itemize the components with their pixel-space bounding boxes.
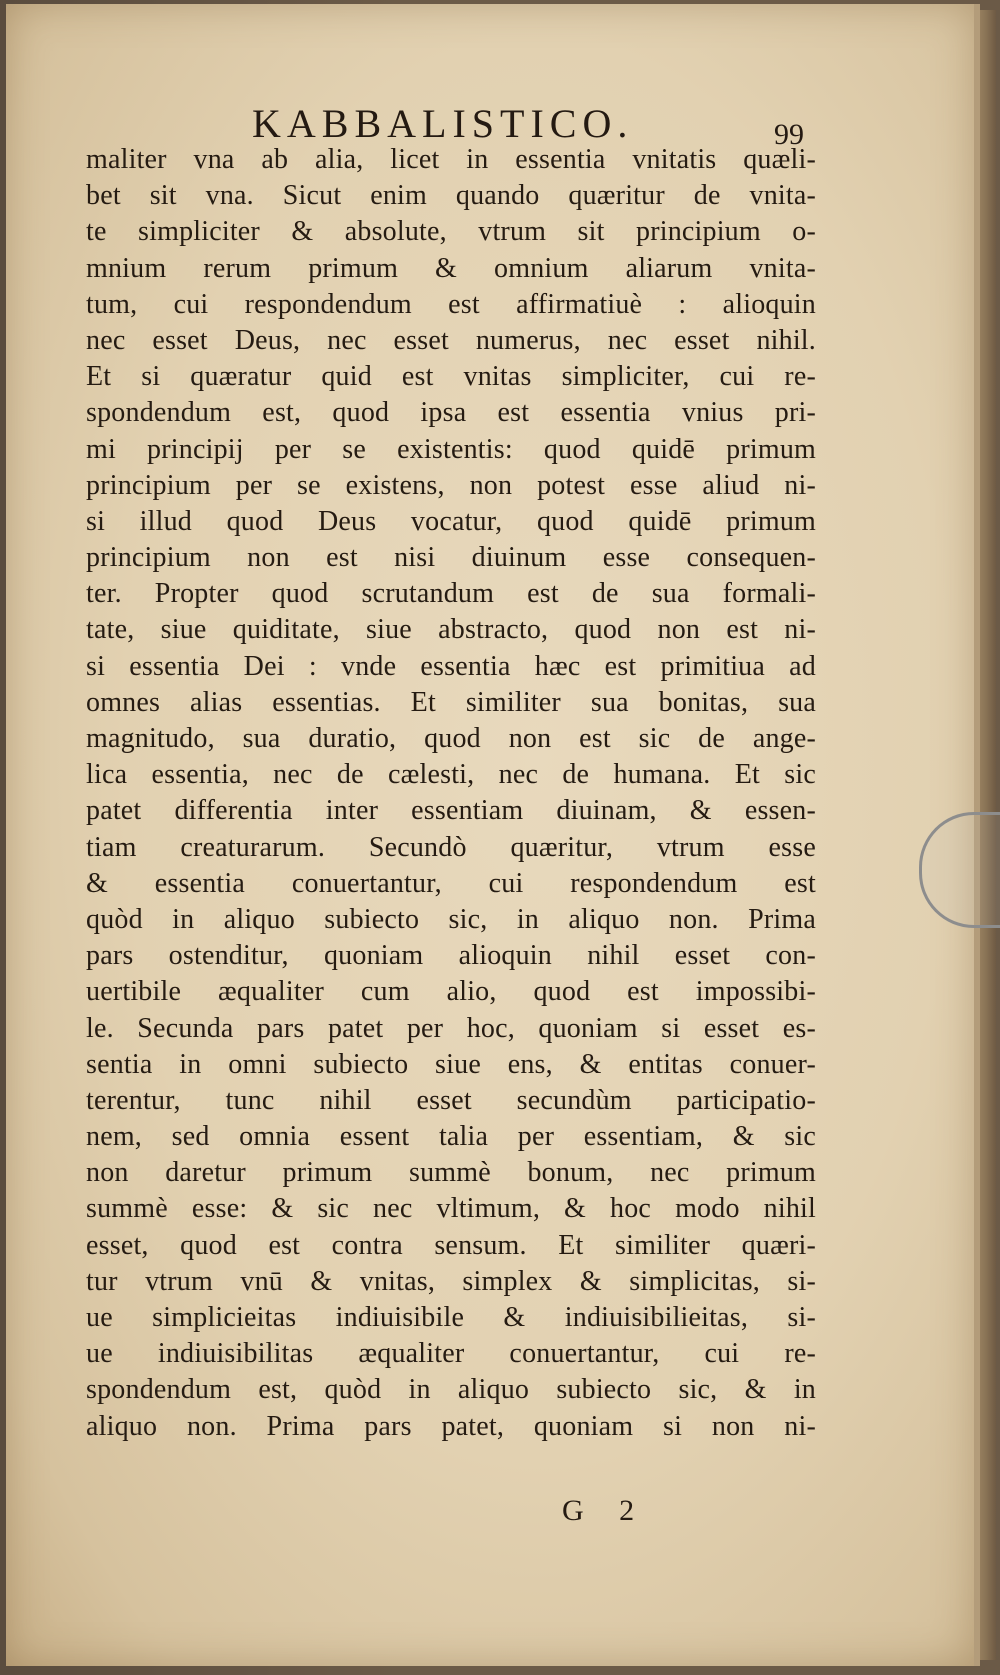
running-head: KABBALISTICO. [252, 101, 634, 146]
text-line: nec esset Deus, nec esset numerus, nec esset nihil. [86, 324, 816, 356]
text-line: tum, cui respondendum est affirmatiuè : alioquin [86, 288, 816, 320]
text-line: principium non est nisi diuinum esse consequen- [86, 542, 816, 574]
text-line: tate, siue quiditate, siue abstracto, quod non est ni- [86, 614, 816, 646]
book-page [6, 4, 980, 1666]
text-line: summè esse: & sic nec vltimum, & hoc modo nihil [86, 1193, 816, 1225]
text-line: tiam creaturarum. Secundò quæritur, vtrum esse [86, 831, 816, 863]
text-line: ue simplicieitas indiuisibile & indiuisibilieitas, si- [86, 1302, 816, 1333]
text-line: si essentia Dei : vnde essentia hæc est primitiua ad [86, 650, 816, 682]
text-line: maliter vna ab alia, licet in essentia vnitatis quæli- [86, 144, 816, 175]
text-line: aliquo non. Prima pars patet, quoniam si non ni- [86, 1410, 816, 1442]
page-number: 99 [774, 118, 804, 151]
text-line: quòd in aliquo subiecto sic, in aliquo non. Prima [86, 903, 816, 935]
text-line: & essentia conuertantur, cui respondendum est [86, 867, 816, 899]
text-line: lica essentia, nec de cælesti, nec de humana. Et sic [86, 759, 816, 791]
text-line: te simpliciter & absolute, vtrum sit principium o- [86, 216, 816, 248]
text-line: pars ostenditur, quoniam alioquin nihil esset con- [86, 940, 816, 972]
text-line: magnitudo, sua duratio, quod non est sic de ange- [86, 723, 816, 754]
text-line: esset, quod est contra sensum. Et similiter quæri- [86, 1229, 816, 1261]
text-line: le. Secunda pars patet per hoc, quoniam si esset es- [86, 1012, 816, 1044]
text-line: Et si quæratur quid est vnitas simpliciter, cui re- [86, 361, 816, 393]
text-line: uertibile æqualiter cum alio, quod est impossibi- [86, 976, 816, 1008]
text-line: mnium rerum primum & omnium aliarum vnita- [86, 252, 816, 284]
text-line: omnes alias essentias. Et similiter sua bonitas, sua [86, 686, 816, 718]
text-line: principium per se existens, non potest esse aliud ni- [86, 469, 816, 501]
signature-mark: G 2 [562, 1494, 649, 1527]
text-line: ter. Propter quod scrutandum est de sua formali- [86, 578, 816, 610]
text-line: tur vtrum vnū & vnitas, simplex & simplicitas, si- [86, 1265, 816, 1297]
text-line: spondendum est, quòd in aliquo subiecto sic, & in [86, 1374, 816, 1406]
text-line: ue indiuisibilitas æqualiter conuertantur, cui re- [86, 1338, 816, 1370]
text-line: spondendum est, quod ipsa est essentia vnius pri- [86, 397, 816, 429]
text-line: patet differentia inter essentiam diuinam, & essen- [86, 795, 816, 827]
text-line: nem, sed omnia essent talia per essentiam, & sic [86, 1121, 816, 1153]
body-text [86, 142, 816, 1445]
text-line: bet sit vna. Sicut enim quando quæritur de vnita- [86, 180, 816, 212]
text-line: non daretur primum summè bonum, nec primum [86, 1157, 816, 1189]
text-line: mi principij per se existentis: quod quidē primum [86, 433, 816, 465]
text-line: si illud quod Deus vocatur, quod quidē primum [86, 505, 816, 537]
text-line: terentur, tunc nihil esset secundùm participatio- [86, 1084, 816, 1116]
text-line: sentia in omni subiecto siue ens, & entitas conuer- [86, 1048, 816, 1080]
